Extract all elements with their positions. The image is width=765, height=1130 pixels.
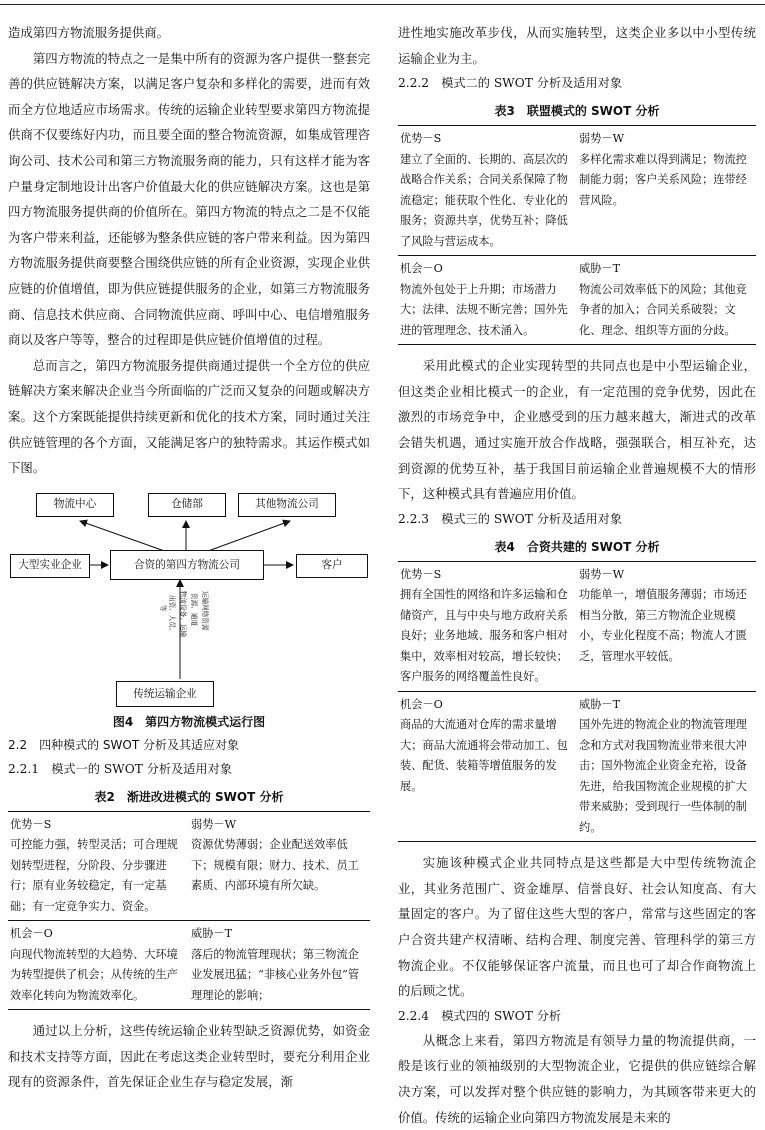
cell-heading: 弱势－W [579,132,625,146]
strengths-cell [398,126,577,256]
warehouse-box: 仓储部 [148,493,226,517]
opportunities-cell [398,691,577,842]
threats-cell [577,256,756,345]
subsection-heading: 2.2.2 模式二的 SWOT 分析及适用对象 [398,76,623,91]
cell-text: 向现代物流转型的大趋势、大环境为转型提供了机会；从传统的生产效率化转向为物流效率化。 [10,947,178,1002]
cell-heading: 机会－O [400,697,443,711]
cell-text: 物流公司效率低下的风险；其他竞争者的加入；合同关系破裂；文化、理念、组织等方面的分歧。 [579,282,747,337]
subsection-heading: 2.2.1 模式一的 SWOT 分析及适用对象 [8,761,233,776]
opportunities-cell [398,256,577,345]
paragraph: 通过以上分析，这些传统运输企业转型缺乏资源优势，如资金和技术支持等方面，因此在考虑这类企业转型时，要充分利用企业现有的资源条件，首先保证企业生存与稳定发展，渐 [8,1023,370,1090]
figure-caption: 图4 第四方物流模式运行图 [112,714,266,729]
swot-table-3 [398,125,756,345]
subsection-heading: 2.2.3 模式三的 SWOT 分析及适用对象 [398,511,623,526]
header-rule [0,0,765,5]
cell-text: 多样化需求难以得到满足；物流控制能力弱；客户关系风险；连带经营风险。 [579,152,747,207]
cell-heading: 威胁－T [579,262,621,276]
section-heading: 2.2 四种模式的 SWOT 分析及其适应对象 [8,737,239,752]
cell-text: 落后的物流管理现状；第三物流企业发展迅猛；“非核心业务外包”管理理论的影响； [191,947,360,1002]
cell-heading: 弱势－W [579,567,625,581]
cell-text: 功能单一，增值服务薄弱；市场还相当分散，第三方物流企业规模小，专业化程度不高；物流人才匮乏，管理水平较低。 [579,588,747,663]
table-caption: 表3 联盟模式的 SWOT 分析 [494,104,660,119]
cell-heading: 弱势－W [191,817,237,831]
cell-heading: 机会－O [400,262,443,276]
figure-4 [8,487,370,733]
paragraph: 从概念上来看，第四方物流是有领导力量的物流提供商，一般是该行业的领袖级别的大型物流企业，它提供的供应链综合解决方案，可以发挥对整个供应链的影响力，为其顾客带来更大的价值。传统的运输企业向第四方物流发展是未来的 [398,1032,756,1125]
paragraph: 第四方物流的特点之一是集中所有的资源为客户提供一整套完善的供应链解决方案，以满足客户复杂和多样化的需要，进而有效而全方位地适应市场需求。传统的运输企业转型要求第四方物流提供商不仅要练好内功，而且要全面的整合物流资源，如集成管理咨询公司、技术公司和第三方物流服务商的能力，只有这样才能为客户量身定制地设计出客户价值最大化的供应链解决方案。这也是第四方物流服务提供商的价值所在。第四方物流的特点之二是不仅能为客户带来利益，还能够为整条供应链的客户带来利益。因为第四方物流服务提供商要整合围绕供应链的所有企业资源，实现企业供应链的价值增值，即为供应链提供服务的企业，如第三方物流服务商、信息技术供应商、合同物流供应商、呼叫中心、电信增殖服务商以及客户等等，整合的过程即是供应链价值增值的过程。 [8,50,370,348]
cell-text: 资源优势薄弱；企业配送效率低下；规模有限；财力、技术、员工素质、内部环境有所欠缺。 [191,838,359,893]
swot-table-2 [8,811,370,1011]
logistics-center-box: 物流中心 [36,493,114,517]
customer-box: 客户 [296,554,368,578]
traditional-transport-box: 传统运输企业 [116,681,214,707]
paragraph: 总而言之，第四方物流服务提供商通过提供一个全方位的供应链解决方案来解决企业当今所面临的广泛而又复杂的问题或解决方案。这个方案既能提供持续更新和优化的技术方案，同时通过关注供应链管理的各个方面，又能满足客户的独特需求。其运作模式如下图。 [8,357,370,476]
paragraph: 进性地实施改革步伐，从而实施转型，这类企业多以中小型传统运输企业为主。 [398,25,756,66]
cell-heading: 优势－S [10,817,52,831]
weaknesses-cell [189,811,370,921]
subsection-heading: 2.2.4 模式四的 SWOT 分析 [398,1008,562,1023]
cell-text: 建立了全面的、长期的、高层次的战略合作关系；合同关系保障了物流稳定；能获取个性化、专业化的服务；资源共享，优势互补；降低了风险与营运成本。 [400,152,568,248]
jv-4pl-box: 合资的第四方物流公司 [110,550,264,580]
swot-table-4 [398,561,756,843]
other-logistics-box: 其他物流公司 [238,493,336,517]
paragraph: 造成第四方物流服务提供商。 [8,25,170,40]
table-caption: 表4 合资共建的 SWOT 分析 [494,539,660,554]
cell-text: 商品的大流通对仓库的需求量增大；商品大流通将会带动加工、包装、配货、装箱等增值服务的发展。 [400,718,568,793]
vertical-label: 资源、通道 [190,592,198,626]
cell-text: 拥有全国性的网络和许多运输和仓储资产，且与中央与地方政府关系良好；业务地域、服务和客户相对集中，效率相对较高，增长较快；客户服务的网络覆盖性良好。 [400,588,568,684]
cell-heading: 优势－S [400,132,442,146]
strengths-cell [8,811,189,921]
threats-cell [577,691,756,842]
vertical-label: 物流设备、运输 [179,590,187,637]
vertical-label: 出资、人员、 [168,594,176,635]
cell-text: 国外先进的物流企业的物流管理理念和方式对我国物流业带来很大冲击；国外物流企业资金充裕，设备先进，给我国物流企业规模的扩大带来威胁；受到现行一些体制的制约。 [579,718,747,834]
weaknesses-cell [577,561,756,691]
cell-text: 可控能力强，转型灵活；可合理规划转型进程，分阶段、分步骤进行；原有业务较稳定，有一定基础；有一定竞争实力、资金。 [10,838,178,913]
threats-cell [189,921,370,1010]
cell-heading: 威胁－T [191,927,233,941]
cell-heading: 优势－S [400,567,442,581]
cell-heading: 威胁－T [579,697,621,711]
weaknesses-cell [577,126,756,256]
paragraph: 采用此模式的企业实现转型的共同点也是中小型运输企业，但这类企业相比模式一的企业，有一定范围的竞争优势，因此在激烈的市场竞争中，企业感受到的压力越来越大，渐进式的改革会错失机遇，通过实施开放合作战略，强强联合，相互补充，达到资源的优势互补，基于我国目前运输企业普遍规模不大的情形下，这种模式具有普遍应用价值。 [398,358,756,502]
vertical-label: 等 [159,604,167,612]
right-column [398,20,756,1130]
opportunities-cell [8,921,189,1010]
industrial-enterprise-box: 大型实业企业 [10,554,90,578]
strengths-cell [398,561,577,691]
cell-heading: 机会－O [10,927,53,941]
cell-text: 物流外包处于上升期；市场潜力大；法律、法规不断完善；国外先进的管理理念、技术涌入。 [400,282,568,337]
left-column [8,20,370,1095]
paragraph: 实施该种模式企业共同特点是这些都是大中型传统物流企业，其业务范围广、资金雄厚、信誉良好、社会认知度高、有大量固定的客户。为了留住这些大型的客户，常常与这些固定的客户合资共建产权清晰、结构合理、制度完善、管理科学的第三方物流企业。不仅能够保证客户流量，而且也可了却合作商物流上的后顾之忧。 [398,855,756,999]
vertical-label: 运输网络资源 [201,590,209,631]
table-caption: 表2 渐进改进模式的 SWOT 分析 [94,789,284,804]
